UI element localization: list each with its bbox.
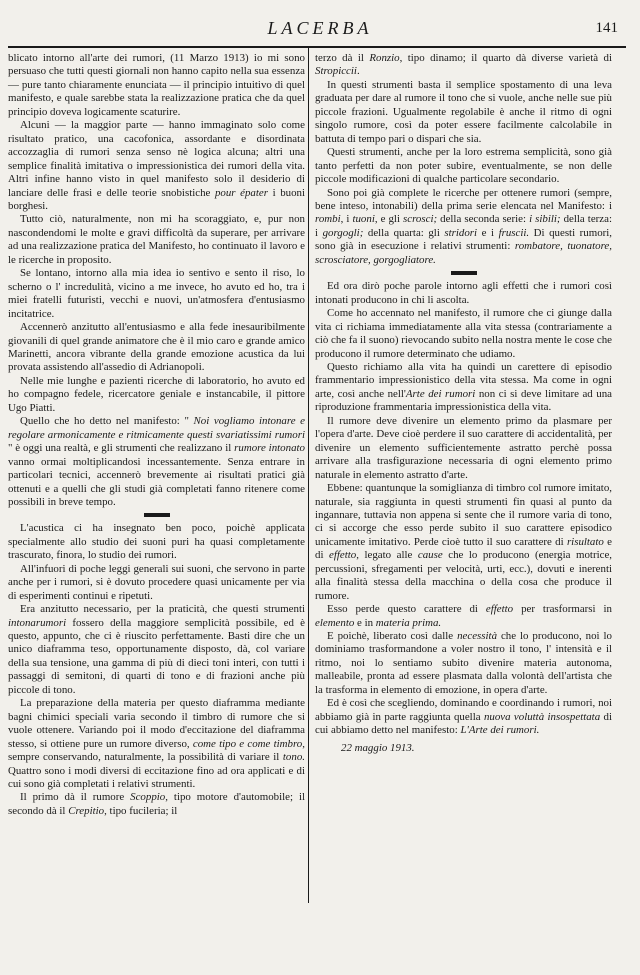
text-run-italic: cause	[417, 549, 443, 562]
text-run: Esso perde questo carattere di	[327, 603, 486, 616]
text-run: , tipo fucileria; il	[104, 804, 178, 817]
text-run: , tipo dinamo; il quarto dà diverse varietà di	[399, 52, 612, 64]
paragraph: Ed ora dirò poche parole intorno agli effetti che i rumori così intonati producono in chi li ascolta.	[315, 280, 612, 306]
text-run-italic: stridori	[444, 226, 478, 239]
paragraph	[8, 603, 305, 697]
paragraph	[315, 361, 612, 415]
paragraph	[8, 791, 305, 818]
paragraph: Questi strumenti, anche per la loro estrema semplicità, sono già tanto perfetti da non poter subire, eventualmente, se non delle piccole modificazioni di qualche particolare secondario.	[315, 146, 612, 186]
paragraph	[315, 52, 612, 79]
text-run-italic: rombatore, tuonatore, scrosciatore, gorgogliatore.	[315, 240, 612, 266]
text-run-italic: materia prima.	[375, 616, 442, 629]
paragraph: blicato intorno all'arte dei rumori, (11 Marzo 1913) io mi sono persuaso che tutti questi giornali non hanno capito nella sua essenza — pure tanto chiaramente enunciata — il principio intuitivo di quel manifesto, e quale sarebbe stata la realizzazione pratica che da quel principio doveva logicamente scaturire.	[8, 52, 305, 118]
text-run-italic: rombi	[315, 213, 341, 226]
text-run-italic: Stropiccii	[315, 65, 357, 78]
text-run-italic: pour épater	[214, 186, 268, 199]
paragraph: Accennerò anzitutto all'entusiasmo e alla fede inesauribilmente giovanili di quel grande animatore che è il mio caro e grande amico Marinetti, ancora vibrante della grande emozione acustica da lui provata assistendo all'assedio di Adrianopoli.	[8, 321, 305, 374]
text-run: della quarta: gli	[363, 226, 445, 239]
right-column	[315, 52, 612, 755]
page-header	[0, 18, 640, 44]
paragraph: All'infuori di poche leggi generali sui suoni, che servono in parte anche per i rumori, si è dovuto procedere quasi unicamente per via di esperimenti continui e ripetuti.	[8, 562, 305, 602]
text-run-italic: rumore intonato	[234, 442, 305, 455]
paragraph: Nelle mie lunghe e pazienti ricerche di laboratorio, ho avuto ed ho compagno fedele, ricercatore geniale e instancabile, il pittore Ugo Piatti.	[8, 374, 305, 414]
text-run: che lo producono, noi lo dominiamo trasformandone a voler nostro il tono, l' intensità e il ritmo, noi lo sentiamo subito divenire materia autonoma, malleabile, pronta ad essere plasmata dalla volontà dell'artista che la trasforma in elemento di emozione, in opera d'arte.	[315, 630, 612, 696]
text-run: Ebbene: quantunque la somiglianza di timbro col rumore imitato, naturale, sia raggiunta in questi strumenti fin quasi al punto da ingannare, tuttavia non appena si sente che il rumore varia di tono, ci si accorge che esso perde subito il suo carattere episodico unicamente imitativo. Perde cioè tutto il suo carattere di	[315, 482, 612, 548]
text-run: , sempre conservando, naturalmente, la possibilità di variare il	[8, 737, 305, 764]
text-run: fossero della maggiore semplicità possibile, ed è questo, appunto, che ci è riuscito perfettamente. Basti dire che un unico diaframma teso, opportunamente disposto, dà, col variare della sua tensione, una gamma di più di dieci toni interi, con tutti i passaggi di semitoni, di quarti di tono e di frazioni anche più piccole di tono.	[8, 616, 305, 696]
text-run: , i	[340, 213, 353, 226]
text-run: della seconda serie:	[437, 213, 530, 226]
text-run-italic: intonarumori	[8, 616, 67, 629]
text-run: di cui abbiamo detto nel manifesto:	[315, 710, 612, 737]
text-run-italic: fruscii.	[498, 226, 530, 239]
text-run: Di questi rumori, sono già in esecuzione i relativi strumenti:	[315, 226, 613, 253]
text-run: , e gli	[374, 213, 404, 226]
text-run-italic: tuoni	[352, 213, 375, 226]
left-column	[8, 52, 305, 818]
text-run: Quattro sono i modi diversi di eccitazione fino ad ora applicati e di cui sono già completati i relativi strumenti.	[8, 764, 305, 791]
text-run-italic: come tipo e come timbro	[192, 737, 303, 750]
text-run: E poichè, liberato così dalle	[327, 630, 458, 643]
text-run: Quello che ho detto nel manifesto: "	[20, 415, 194, 428]
page-number: 141	[595, 20, 618, 36]
paragraph	[315, 697, 612, 737]
text-run: Questo richiamo alla vita ha quindi un carettere di episodio frammentario impressionistico della vita stessa. Ma come in ogni arte, così anche nell'	[315, 360, 612, 400]
text-run-italic: Noi vogliamo intonare e regolare armonicamente e ritmicamente questi svariatissimi rumori	[8, 415, 305, 441]
text-run-italic: risultato	[566, 535, 604, 548]
text-run-italic: gorgogli;	[322, 226, 364, 239]
column-divider	[308, 48, 309, 903]
text-run: e di	[315, 535, 612, 562]
journal-title: LACERBA	[267, 18, 373, 38]
text-run: della terza: i	[315, 213, 612, 239]
paragraph	[8, 697, 305, 791]
text-run: per trasformarsi in	[513, 603, 612, 616]
text-run: Era anzitutto necessario, per la praticità, che questi strumenti	[20, 603, 305, 616]
paragraph	[315, 603, 612, 630]
text-run-italic: i sibili;	[529, 213, 561, 226]
text-run: non ci si deve limitare ad una riproduzione frammentaria impressionistica della vita.	[315, 387, 612, 414]
paragraph	[8, 415, 305, 509]
text-run-italic: Scoppio	[130, 791, 166, 804]
section-separator	[144, 513, 170, 517]
section-separator	[451, 271, 477, 275]
text-run-italic: Ronzio	[369, 52, 400, 64]
text-run-italic: necessità	[457, 630, 498, 643]
text-run: , tipo motore d'automobile; il secondo dà il	[8, 791, 306, 817]
text-run: che lo producono (energia motrice, percussioni, sfregamenti per velocità, urti, ecc.), dovuti e inerenti alla finalità stessa della macchina o della cosa che produce il rumore.	[315, 549, 612, 602]
text-run: Il primo dà il rumore	[20, 791, 131, 804]
text-run-italic: L'Arte dei rumori.	[460, 724, 540, 737]
paragraph: Se lontano, intorno alla mia idea io sentivo e sento il riso, lo scherno o l' incredulità, vicino a me invece, ho avuto ed ho, tra i miei fratelli futuristi, vecchi e nuovi, un'atmosfera d'entusiasmo incitatrice.	[8, 267, 305, 320]
text-run: Ed è così che scegliendo, dominando e coordinando i rumori, noi abbiamo già in parte raggiunta quella	[315, 697, 612, 723]
paragraph: In questi strumenti basta il semplice spostamento di una leva graduata per dare al rumore il tono che si vuole, anche nelle sue più piccole frazioni. Ugualmente regolabile è anche il ritmo di ogni singolo rumore, così da poter essere facilmente calcolabile in battuta di tempo pari o dispari che sia.	[315, 78, 612, 145]
text-run-italic: tono.	[282, 751, 305, 764]
text-run: .	[356, 65, 360, 78]
paragraph: Tutto ciò, naturalmente, non mi ha scoraggiato, e, pur non nascondendomi le molte e gravi difficoltà da superare, per arrivare ad una realizzazione pratica del Manifesto, ho continuato il lavoro e le ricerche in proposito.	[8, 213, 305, 266]
article-date: 22 maggio 1913.	[341, 741, 415, 754]
text-run-italic: effetto	[329, 549, 357, 562]
text-run: Sono poi già complete le ricerche per ottenere rumori (sempre, bene inteso, intonabili) della prima serie elencata nel Manifesto: i	[315, 186, 612, 212]
paragraph: Il rumore deve divenire un elemento primo da plasmare per l'opera d'arte. Deve cioè perdere il suo carattere di accidentalità, per divenire un elemento sufficientemente astratto perchè possa arrivare alla trasfigurazione necessaria di ogni elemento primo naturale in elemento astratto d'arte.	[315, 414, 612, 481]
text-run-italic: scrosci;	[403, 213, 438, 226]
text-run: , legato alle	[356, 549, 418, 562]
paragraph	[315, 630, 612, 697]
paragraph	[315, 187, 612, 268]
text-run-italic: Arte dei rumori	[405, 387, 476, 400]
text-run-italic: nuova voluttà insospettata	[483, 710, 601, 723]
paragraph	[8, 119, 305, 213]
paragraph: L'acustica ci ha insegnato ben poco, poichè applicata specialmente allo studio dei suoni puri ha quasi completamente trascurato, finora, lo studio dei rumori.	[8, 522, 305, 562]
text-run: e in	[354, 616, 376, 629]
text-run: terzo dà il	[315, 52, 370, 64]
header-rule	[8, 46, 626, 48]
text-run: e i	[477, 226, 499, 239]
text-run: " è oggi una realtà, e gli strumenti che realizzano il	[8, 442, 235, 455]
text-run: i buoni borghesi.	[8, 186, 306, 212]
paragraph: Come ho accennato nel manifesto, il rumore che ci giunge dalla vita ci richiama immediatamente alla vita stessa (contrariamente a ciò che fa il suono) rievocando subito nella nostra mente le cose che producono il rumore determinato che udiamo.	[315, 307, 612, 360]
paragraph	[315, 482, 612, 603]
text-run-italic: Crepitio	[68, 804, 105, 817]
text-run: vanno ormai moltiplicandosi incessantemente. Senza entrare in particolari tecnici, accennerò brevemente ai risultati pratici già ottenuti e a quelli che gli studi già completati fanno ritenere come possibili in breve tempo.	[8, 455, 305, 508]
text-run: Alcuni — la maggior parte — hanno immaginato solo come risultato pratico, una cacofonica, assordante e disordinata accozzaglia di rumori senza senso nè logica alcuna; altri una semplice finalità imitativa o impressionistica dei rumori della vita. Altri infine hanno visto in quel manifesto solo il desiderio di lanciare delle frasi e delle teorie snobistiche	[8, 119, 305, 199]
text-run-italic: effetto	[485, 603, 514, 616]
text-run: La preparazione della materia per questo diaframma mediante bagni chimici speciali varia secondo il timbro di rumore che si vuole ottenere. Variando poi il modo d'eccitazione del diaframma stesso, si ottiene pure un rumore diverso,	[8, 697, 305, 750]
text-run-italic: elemento	[315, 616, 355, 629]
